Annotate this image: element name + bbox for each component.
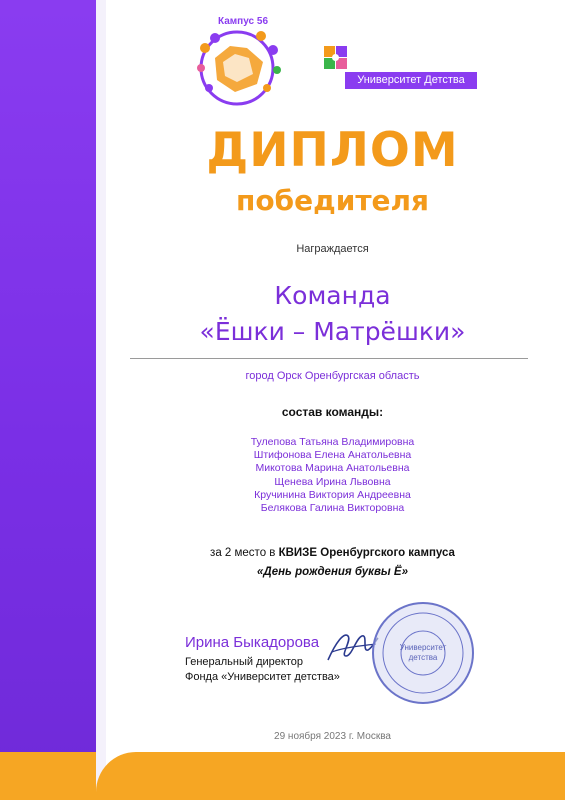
divider-line xyxy=(130,358,528,359)
signatory-name: Ирина Быкадорова xyxy=(185,634,320,651)
reason-prefix: за 2 место в xyxy=(210,547,279,559)
team-line-1: Команда xyxy=(274,281,391,310)
member-item: Штифонова Елена Анатольевна xyxy=(253,449,412,462)
reason-line-1 xyxy=(100,547,565,559)
members-list xyxy=(100,436,565,515)
composition-heading: состав команды: xyxy=(281,405,384,419)
left-purple-bar xyxy=(0,0,96,800)
bottom-orange-corner xyxy=(0,752,96,800)
diploma-title: ДИПЛОМ xyxy=(206,123,459,178)
kampus-logo-text: Кампус 56 xyxy=(218,16,268,27)
svg-text:детства: детства xyxy=(408,653,438,662)
universitet-label: Университет Детства xyxy=(345,72,477,89)
signatory-position: Генеральный директор xyxy=(185,656,303,668)
svg-text:Университет: Университет xyxy=(399,643,447,652)
member-item: Микотова Марина Анатольевна xyxy=(255,462,410,475)
round-seal-stamp xyxy=(370,600,476,706)
bottom-orange-bar xyxy=(96,752,565,800)
member-item: Кручинина Виктория Андреевна xyxy=(254,488,411,501)
diploma-subtitle: победителя xyxy=(235,184,430,217)
signatory-organization: Фонда «Университет детства» xyxy=(185,671,340,683)
kampus-56-logo xyxy=(185,18,290,108)
member-item: Щенева Ирина Львовна xyxy=(274,475,391,488)
member-item: Тулепова Татьяна Владимировна xyxy=(250,436,415,448)
reason-bold: КВИЗЕ Оренбургского кампуса xyxy=(278,547,455,559)
team-line-2: «Ёшки – Матрёшки» xyxy=(199,317,466,346)
reason-line-2: «День рождения буквы Ё» xyxy=(257,566,408,578)
member-item: Белякова Галина Викторовна xyxy=(260,502,405,515)
awarded-label: Награждается xyxy=(296,243,369,255)
left-bar-edge xyxy=(96,0,106,800)
date-location: 29 ноября 2023 г. Москва xyxy=(274,731,391,742)
city-text: город Орск Оренбургская область xyxy=(245,370,420,382)
